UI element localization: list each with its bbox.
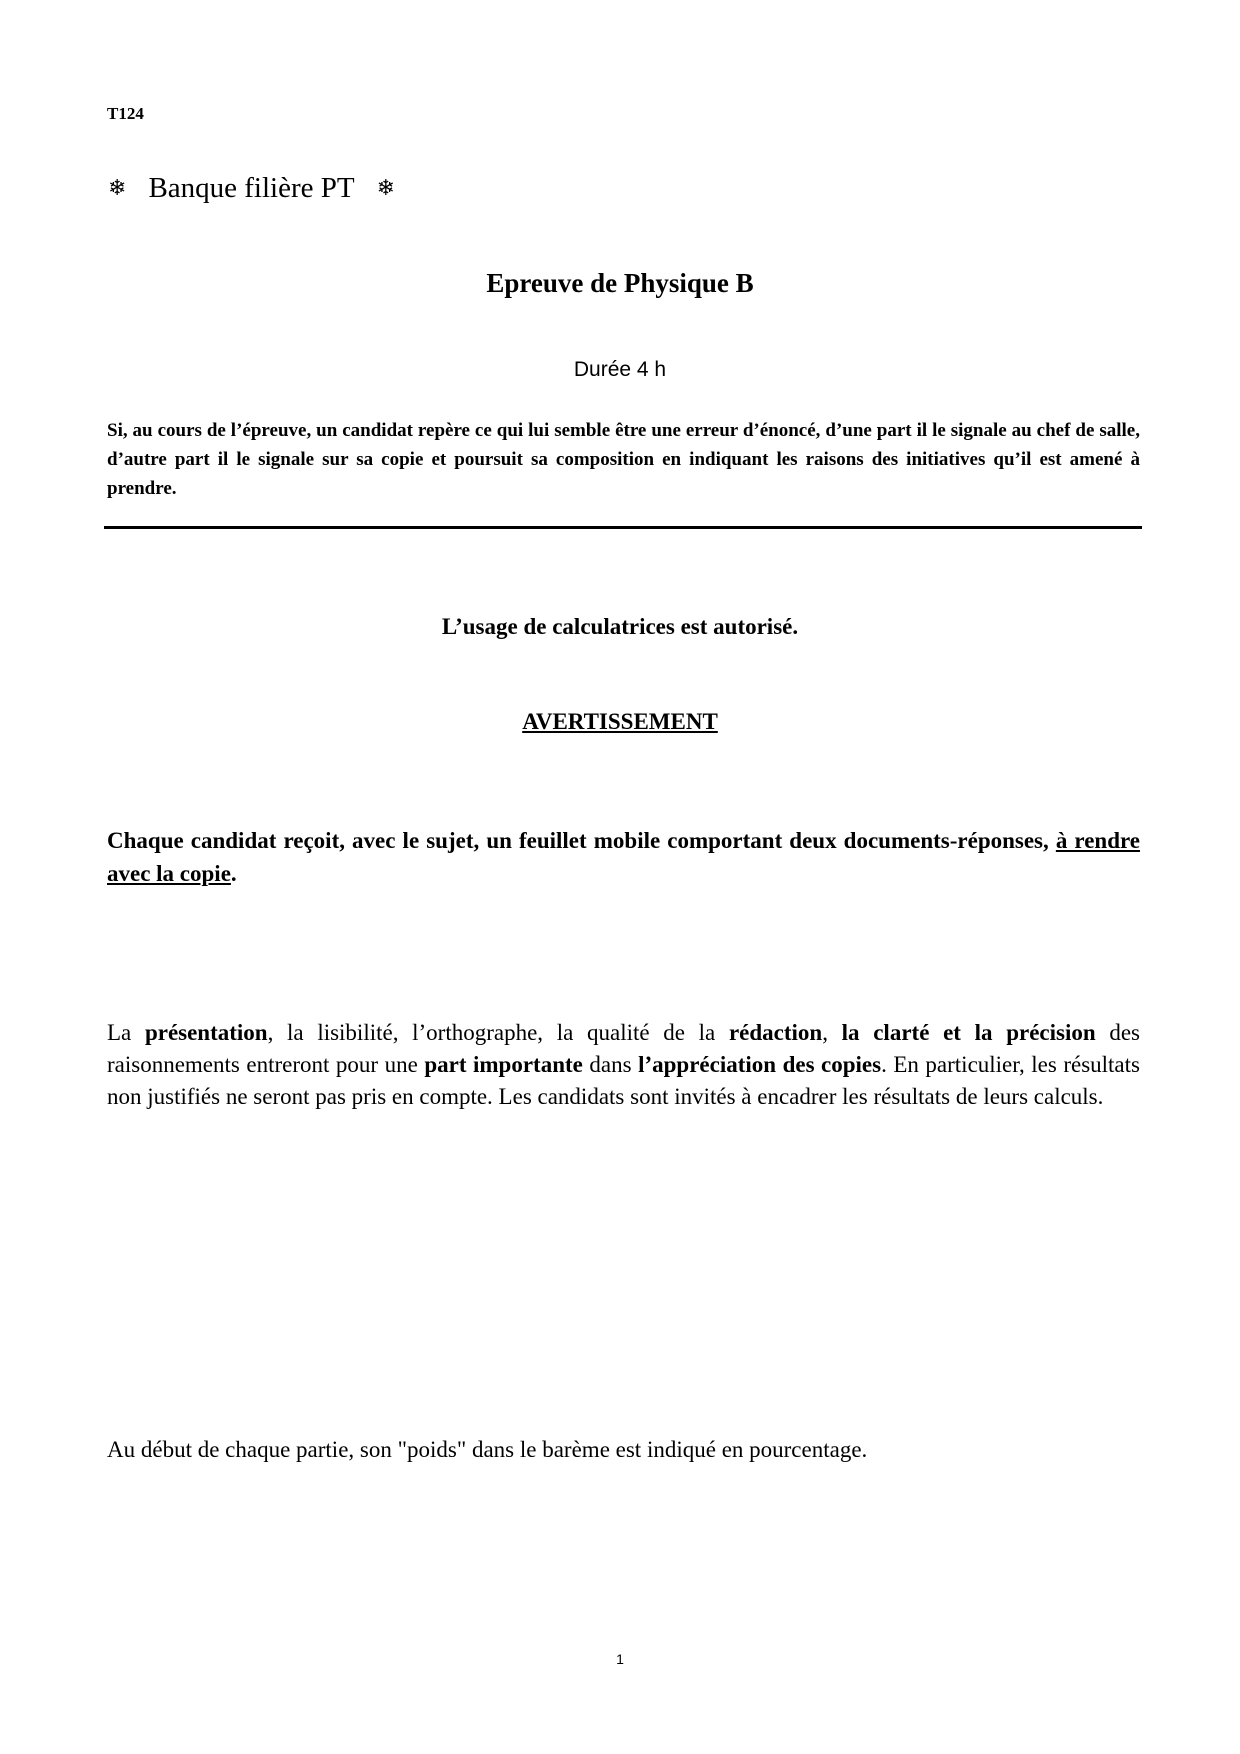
presentation-text: dans xyxy=(582,1052,639,1077)
snowflake-icon: ❄ xyxy=(376,176,396,201)
presentation-emphasis: l’appréciation des copies xyxy=(638,1052,882,1077)
horizontal-divider xyxy=(104,526,1142,529)
bank-label: Banque filière PT xyxy=(148,172,355,204)
presentation-emphasis: rédaction xyxy=(728,1020,823,1045)
presentation-emphasis: part importante xyxy=(424,1052,583,1077)
exam-duration: Durée 4 h xyxy=(573,358,667,381)
warning-text-end: . xyxy=(230,861,237,886)
error-notice: Si, au cours de l’épreuve, un candidat repère ce qui lui semble être une erreur d’énoncé, d’une part il le signale au chef de salle, d’autre part il le signale sur sa copie et poursuit sa composition en indiquant les raisons des initiatives qu’il est amené à prendre. xyxy=(107,420,1140,499)
presentation-text: des raisonnements entreront pour une xyxy=(107,1020,1140,1077)
warning-heading-text: AVERTISSEMENT xyxy=(522,709,718,734)
presentation-emphasis: la clarté et la précision xyxy=(841,1020,1096,1045)
weighting-note: Au début de chaque partie, son "poids" dans le barème est indiqué en pourcentage. xyxy=(107,1437,868,1462)
snowflake-icon: ❄ xyxy=(108,176,127,201)
calculator-policy: L’usage de calculatrices est autorisé. xyxy=(441,614,799,639)
presentation-text: , la lisibilité, l’orthographe, la qualité de la xyxy=(267,1020,729,1045)
warning-heading xyxy=(0,709,1240,735)
presentation-text: . En particulier, les résultats non justifiés ne seront pas pris en compte. Les candidats sont invités à encadrer les résultats de leurs calculs. xyxy=(107,1052,1140,1109)
presentation-text: , xyxy=(822,1020,842,1045)
warning-text-underlined: à rendre avec la copie xyxy=(107,828,1141,886)
presentation-paragraph xyxy=(107,1017,1140,1113)
bank-heading xyxy=(108,172,395,205)
warning-text xyxy=(107,824,1140,890)
exam-code: T124 xyxy=(107,104,144,123)
presentation-emphasis: présentation xyxy=(144,1020,268,1045)
page-number: 1 xyxy=(616,1651,624,1667)
exam-title: Epreuve de Physique B xyxy=(486,268,754,298)
presentation-text: La xyxy=(107,1020,145,1045)
warning-text-main: Chaque candidat reçoit, avec le sujet, un feuillet mobile comportant deux documents-réponses, xyxy=(107,828,1056,853)
